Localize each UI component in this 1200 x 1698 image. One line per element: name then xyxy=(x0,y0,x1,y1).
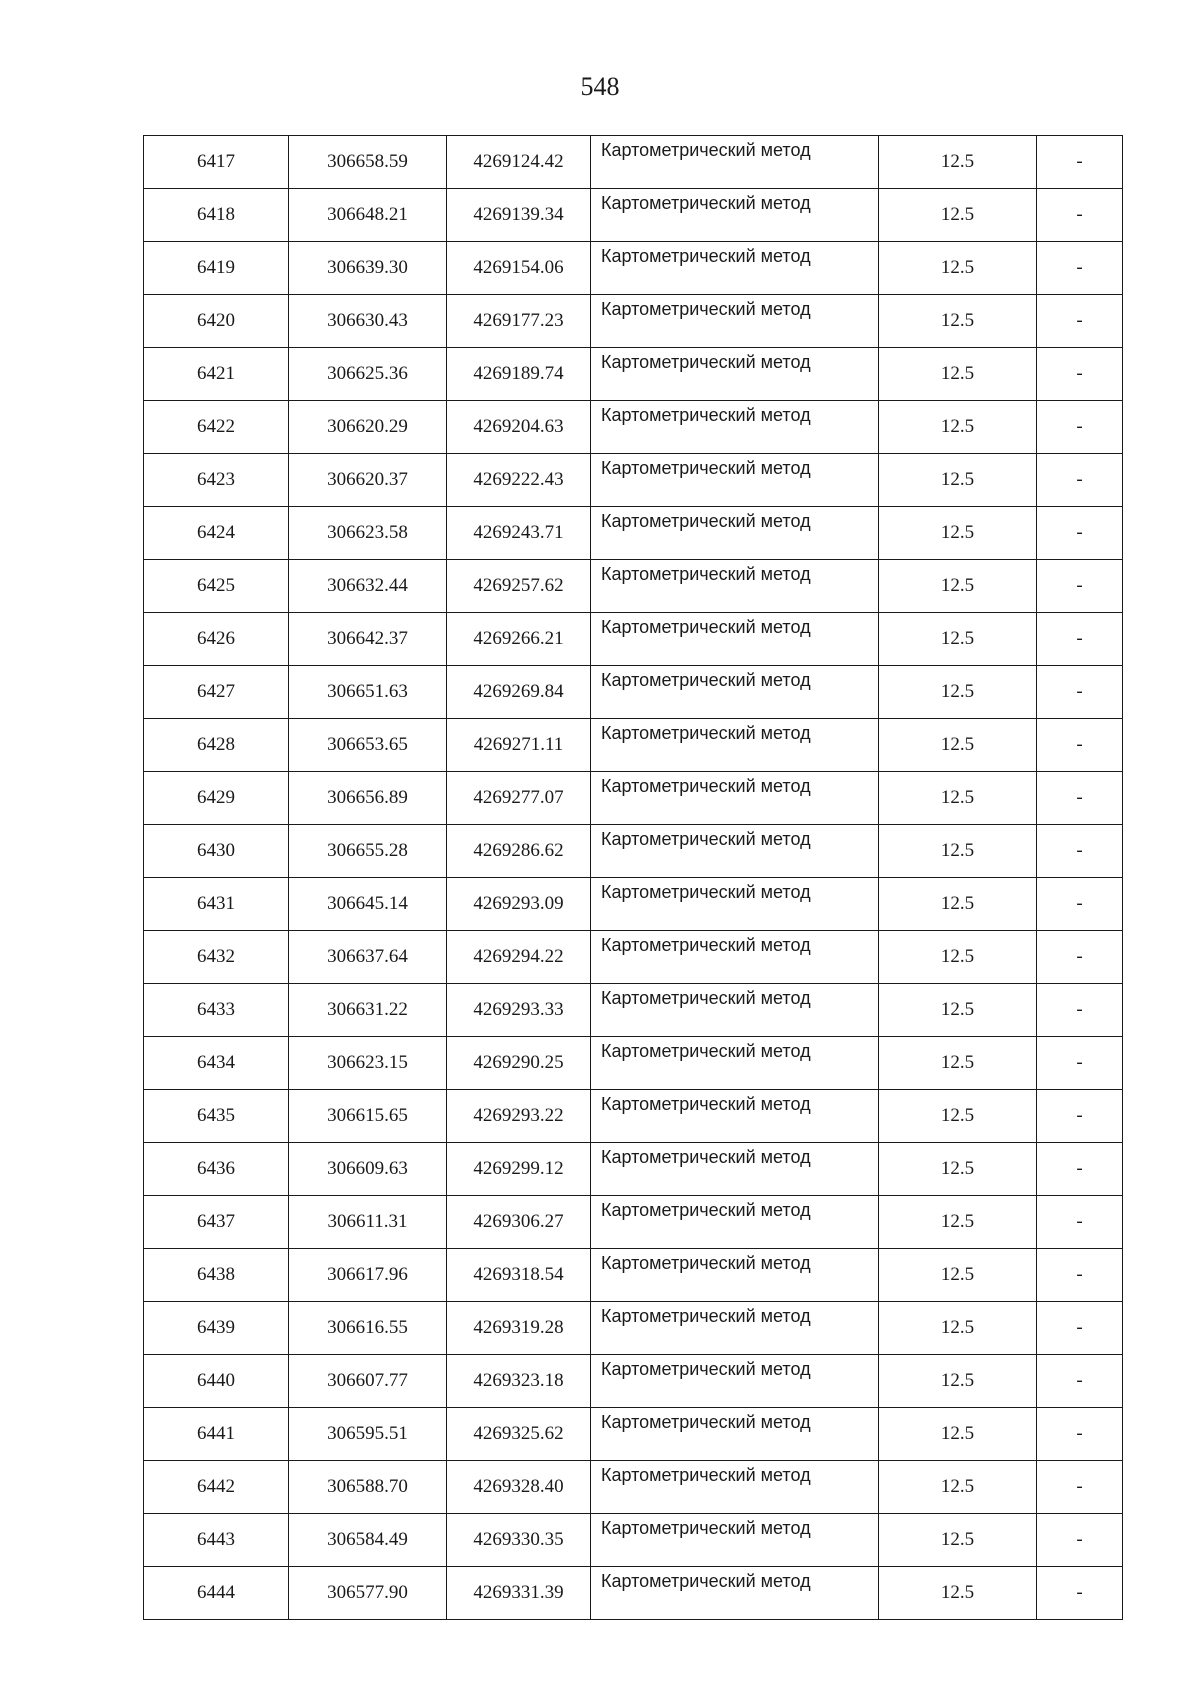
point-number-cell: 6429 xyxy=(144,772,289,825)
table-row xyxy=(144,295,1123,348)
method-cell: Картометрический метод xyxy=(591,136,879,189)
point-number-cell: 6440 xyxy=(144,1355,289,1408)
method-cell: Картометрический метод xyxy=(591,1567,879,1620)
point-number-cell: 6421 xyxy=(144,348,289,401)
table-row xyxy=(144,560,1123,613)
method-cell: Картометрический метод xyxy=(591,401,879,454)
note-cell: - xyxy=(1037,666,1123,719)
point-number-cell: 6433 xyxy=(144,984,289,1037)
y-coordinate-cell: 4269277.07 xyxy=(447,772,591,825)
note-cell: - xyxy=(1037,401,1123,454)
x-coordinate-cell: 306653.65 xyxy=(289,719,447,772)
accuracy-cell: 12.5 xyxy=(879,719,1037,772)
table-row xyxy=(144,507,1123,560)
y-coordinate-cell: 4269271.11 xyxy=(447,719,591,772)
x-coordinate-cell: 306623.58 xyxy=(289,507,447,560)
y-coordinate-cell: 4269331.39 xyxy=(447,1567,591,1620)
x-coordinate-cell: 306625.36 xyxy=(289,348,447,401)
x-coordinate-cell: 306655.28 xyxy=(289,825,447,878)
point-number-cell: 6417 xyxy=(144,136,289,189)
accuracy-cell: 12.5 xyxy=(879,1514,1037,1567)
method-cell: Картометрический метод xyxy=(591,348,879,401)
method-cell: Картометрический метод xyxy=(591,1302,879,1355)
accuracy-cell: 12.5 xyxy=(879,1090,1037,1143)
accuracy-cell: 12.5 xyxy=(879,1408,1037,1461)
y-coordinate-cell: 4269290.25 xyxy=(447,1037,591,1090)
table-row xyxy=(144,878,1123,931)
note-cell: - xyxy=(1037,772,1123,825)
point-number-cell: 6418 xyxy=(144,189,289,242)
table-row xyxy=(144,1355,1123,1408)
table-row xyxy=(144,136,1123,189)
x-coordinate-cell: 306645.14 xyxy=(289,878,447,931)
x-coordinate-cell: 306656.89 xyxy=(289,772,447,825)
table-row xyxy=(144,1302,1123,1355)
method-cell: Картометрический метод xyxy=(591,295,879,348)
table-row xyxy=(144,931,1123,984)
x-coordinate-cell: 306658.59 xyxy=(289,136,447,189)
method-cell: Картометрический метод xyxy=(591,1090,879,1143)
point-number-cell: 6438 xyxy=(144,1249,289,1302)
y-coordinate-cell: 4269294.22 xyxy=(447,931,591,984)
accuracy-cell: 12.5 xyxy=(879,295,1037,348)
y-coordinate-cell: 4269124.42 xyxy=(447,136,591,189)
method-cell: Картометрический метод xyxy=(591,1143,879,1196)
point-number-cell: 6432 xyxy=(144,931,289,984)
table-row xyxy=(144,1143,1123,1196)
method-cell: Картометрический метод xyxy=(591,1408,879,1461)
point-number-cell: 6423 xyxy=(144,454,289,507)
x-coordinate-cell: 306609.63 xyxy=(289,1143,447,1196)
method-cell: Картометрический метод xyxy=(591,984,879,1037)
y-coordinate-cell: 4269266.21 xyxy=(447,613,591,666)
y-coordinate-cell: 4269139.34 xyxy=(447,189,591,242)
table-row xyxy=(144,189,1123,242)
note-cell: - xyxy=(1037,1461,1123,1514)
note-cell: - xyxy=(1037,348,1123,401)
y-coordinate-cell: 4269330.35 xyxy=(447,1514,591,1567)
table-row xyxy=(144,348,1123,401)
point-number-cell: 6427 xyxy=(144,666,289,719)
note-cell: - xyxy=(1037,984,1123,1037)
note-cell: - xyxy=(1037,560,1123,613)
y-coordinate-cell: 4269293.22 xyxy=(447,1090,591,1143)
y-coordinate-cell: 4269269.84 xyxy=(447,666,591,719)
y-coordinate-cell: 4269154.06 xyxy=(447,242,591,295)
table-row xyxy=(144,719,1123,772)
x-coordinate-cell: 306620.37 xyxy=(289,454,447,507)
point-number-cell: 6419 xyxy=(144,242,289,295)
point-number-cell: 6437 xyxy=(144,1196,289,1249)
note-cell: - xyxy=(1037,136,1123,189)
x-coordinate-cell: 306630.43 xyxy=(289,295,447,348)
x-coordinate-cell: 306607.77 xyxy=(289,1355,447,1408)
y-coordinate-cell: 4269189.74 xyxy=(447,348,591,401)
accuracy-cell: 12.5 xyxy=(879,507,1037,560)
method-cell: Картометрический метод xyxy=(591,825,879,878)
x-coordinate-cell: 306595.51 xyxy=(289,1408,447,1461)
point-number-cell: 6424 xyxy=(144,507,289,560)
y-coordinate-cell: 4269286.62 xyxy=(447,825,591,878)
method-cell: Картометрический метод xyxy=(591,242,879,295)
note-cell: - xyxy=(1037,1567,1123,1620)
y-coordinate-cell: 4269325.62 xyxy=(447,1408,591,1461)
x-coordinate-cell: 306651.63 xyxy=(289,666,447,719)
x-coordinate-cell: 306637.64 xyxy=(289,931,447,984)
y-coordinate-cell: 4269318.54 xyxy=(447,1249,591,1302)
accuracy-cell: 12.5 xyxy=(879,454,1037,507)
method-cell: Картометрический метод xyxy=(591,719,879,772)
y-coordinate-cell: 4269293.09 xyxy=(447,878,591,931)
note-cell: - xyxy=(1037,1090,1123,1143)
note-cell: - xyxy=(1037,1302,1123,1355)
note-cell: - xyxy=(1037,1037,1123,1090)
coordinates-table xyxy=(143,135,1123,1620)
point-number-cell: 6425 xyxy=(144,560,289,613)
table-row xyxy=(144,613,1123,666)
method-cell: Картометрический метод xyxy=(591,189,879,242)
accuracy-cell: 12.5 xyxy=(879,136,1037,189)
page-number: 548 xyxy=(580,72,620,101)
accuracy-cell: 12.5 xyxy=(879,1196,1037,1249)
point-number-cell: 6441 xyxy=(144,1408,289,1461)
note-cell: - xyxy=(1037,454,1123,507)
y-coordinate-cell: 4269319.28 xyxy=(447,1302,591,1355)
y-coordinate-cell: 4269306.27 xyxy=(447,1196,591,1249)
accuracy-cell: 12.5 xyxy=(879,401,1037,454)
x-coordinate-cell: 306584.49 xyxy=(289,1514,447,1567)
note-cell: - xyxy=(1037,1514,1123,1567)
table-row xyxy=(144,1408,1123,1461)
point-number-cell: 6431 xyxy=(144,878,289,931)
point-number-cell: 6444 xyxy=(144,1567,289,1620)
x-coordinate-cell: 306577.90 xyxy=(289,1567,447,1620)
method-cell: Картометрический метод xyxy=(591,666,879,719)
method-cell: Картометрический метод xyxy=(591,560,879,613)
x-coordinate-cell: 306648.21 xyxy=(289,189,447,242)
x-coordinate-cell: 306615.65 xyxy=(289,1090,447,1143)
method-cell: Картометрический метод xyxy=(591,772,879,825)
x-coordinate-cell: 306623.15 xyxy=(289,1037,447,1090)
accuracy-cell: 12.5 xyxy=(879,1302,1037,1355)
note-cell: - xyxy=(1037,242,1123,295)
x-coordinate-cell: 306632.44 xyxy=(289,560,447,613)
method-cell: Картометрический метод xyxy=(591,507,879,560)
x-coordinate-cell: 306588.70 xyxy=(289,1461,447,1514)
note-cell: - xyxy=(1037,1143,1123,1196)
accuracy-cell: 12.5 xyxy=(879,613,1037,666)
point-number-cell: 6428 xyxy=(144,719,289,772)
note-cell: - xyxy=(1037,719,1123,772)
accuracy-cell: 12.5 xyxy=(879,931,1037,984)
point-number-cell: 6426 xyxy=(144,613,289,666)
method-cell: Картометрический метод xyxy=(591,1037,879,1090)
table-row xyxy=(144,825,1123,878)
table-row xyxy=(144,772,1123,825)
accuracy-cell: 12.5 xyxy=(879,1461,1037,1514)
note-cell: - xyxy=(1037,1408,1123,1461)
table-row xyxy=(144,1567,1123,1620)
note-cell: - xyxy=(1037,189,1123,242)
accuracy-cell: 12.5 xyxy=(879,666,1037,719)
method-cell: Картометрический метод xyxy=(591,931,879,984)
accuracy-cell: 12.5 xyxy=(879,1037,1037,1090)
y-coordinate-cell: 4269177.23 xyxy=(447,295,591,348)
y-coordinate-cell: 4269323.18 xyxy=(447,1355,591,1408)
accuracy-cell: 12.5 xyxy=(879,560,1037,613)
table-row xyxy=(144,666,1123,719)
method-cell: Картометрический метод xyxy=(591,878,879,931)
point-number-cell: 6442 xyxy=(144,1461,289,1514)
method-cell: Картометрический метод xyxy=(591,1461,879,1514)
accuracy-cell: 12.5 xyxy=(879,984,1037,1037)
accuracy-cell: 12.5 xyxy=(879,878,1037,931)
table-row xyxy=(144,1249,1123,1302)
table-row xyxy=(144,1514,1123,1567)
method-cell: Картометрический метод xyxy=(591,1249,879,1302)
note-cell: - xyxy=(1037,295,1123,348)
accuracy-cell: 12.5 xyxy=(879,1143,1037,1196)
note-cell: - xyxy=(1037,878,1123,931)
y-coordinate-cell: 4269328.40 xyxy=(447,1461,591,1514)
accuracy-cell: 12.5 xyxy=(879,242,1037,295)
accuracy-cell: 12.5 xyxy=(879,772,1037,825)
accuracy-cell: 12.5 xyxy=(879,348,1037,401)
x-coordinate-cell: 306616.55 xyxy=(289,1302,447,1355)
table-row xyxy=(144,401,1123,454)
accuracy-cell: 12.5 xyxy=(879,1249,1037,1302)
y-coordinate-cell: 4269243.71 xyxy=(447,507,591,560)
note-cell: - xyxy=(1037,1249,1123,1302)
note-cell: - xyxy=(1037,1355,1123,1408)
table-row xyxy=(144,1196,1123,1249)
accuracy-cell: 12.5 xyxy=(879,825,1037,878)
method-cell: Картометрический метод xyxy=(591,454,879,507)
y-coordinate-cell: 4269204.63 xyxy=(447,401,591,454)
method-cell: Картометрический метод xyxy=(591,1514,879,1567)
y-coordinate-cell: 4269299.12 xyxy=(447,1143,591,1196)
note-cell: - xyxy=(1037,507,1123,560)
x-coordinate-cell: 306617.96 xyxy=(289,1249,447,1302)
x-coordinate-cell: 306642.37 xyxy=(289,613,447,666)
accuracy-cell: 12.5 xyxy=(879,1355,1037,1408)
method-cell: Картометрический метод xyxy=(591,1355,879,1408)
note-cell: - xyxy=(1037,825,1123,878)
method-cell: Картометрический метод xyxy=(591,1196,879,1249)
point-number-cell: 6436 xyxy=(144,1143,289,1196)
point-number-cell: 6443 xyxy=(144,1514,289,1567)
y-coordinate-cell: 4269222.43 xyxy=(447,454,591,507)
note-cell: - xyxy=(1037,931,1123,984)
point-number-cell: 6439 xyxy=(144,1302,289,1355)
x-coordinate-cell: 306639.30 xyxy=(289,242,447,295)
table-row xyxy=(144,1461,1123,1514)
y-coordinate-cell: 4269293.33 xyxy=(447,984,591,1037)
method-cell: Картометрический метод xyxy=(591,613,879,666)
x-coordinate-cell: 306631.22 xyxy=(289,984,447,1037)
table-row xyxy=(144,984,1123,1037)
coordinates-table-body xyxy=(144,136,1123,1620)
accuracy-cell: 12.5 xyxy=(879,1567,1037,1620)
table-row xyxy=(144,1090,1123,1143)
point-number-cell: 6422 xyxy=(144,401,289,454)
point-number-cell: 6435 xyxy=(144,1090,289,1143)
x-coordinate-cell: 306620.29 xyxy=(289,401,447,454)
point-number-cell: 6420 xyxy=(144,295,289,348)
table-row xyxy=(144,242,1123,295)
x-coordinate-cell: 306611.31 xyxy=(289,1196,447,1249)
note-cell: - xyxy=(1037,1196,1123,1249)
y-coordinate-cell: 4269257.62 xyxy=(447,560,591,613)
table-row xyxy=(144,454,1123,507)
note-cell: - xyxy=(1037,613,1123,666)
point-number-cell: 6430 xyxy=(144,825,289,878)
table-row xyxy=(144,1037,1123,1090)
accuracy-cell: 12.5 xyxy=(879,189,1037,242)
point-number-cell: 6434 xyxy=(144,1037,289,1090)
